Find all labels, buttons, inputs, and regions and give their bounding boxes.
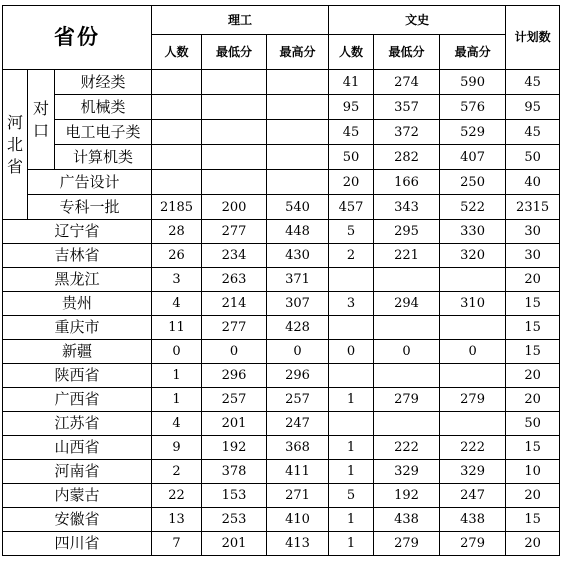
- cell-sci-max: 428: [267, 316, 329, 340]
- cell-arts-max: 247: [440, 484, 506, 508]
- cell-arts-max: 320: [440, 244, 506, 268]
- cell-sci-min: 0: [202, 340, 267, 364]
- table-row: [3, 460, 560, 484]
- cell-arts-min: 221: [374, 244, 440, 268]
- cell-arts-min: 294: [374, 292, 440, 316]
- table-row: [3, 244, 560, 268]
- table-body: [3, 70, 560, 556]
- cell-sci-min: [202, 170, 267, 195]
- cell-plan: 15: [506, 292, 560, 316]
- cell-sci-n: 3: [152, 268, 202, 292]
- table-row: [3, 145, 560, 170]
- category-name: 电工电子类: [55, 120, 152, 145]
- cell-arts-n: 95: [329, 95, 374, 120]
- cell-plan: 10: [506, 460, 560, 484]
- cell-sci-min: 201: [202, 532, 267, 556]
- cell-plan: 30: [506, 244, 560, 268]
- province-header: 省份: [3, 6, 152, 70]
- cell-arts-min: [374, 364, 440, 388]
- table-row: [3, 95, 560, 120]
- science-min-header: 最低分: [202, 35, 267, 70]
- table-row: [3, 484, 560, 508]
- cell-sci-min: 263: [202, 268, 267, 292]
- cell-sci-max: [267, 95, 329, 120]
- category-name: 机械类: [55, 95, 152, 120]
- cell-sci-max: 307: [267, 292, 329, 316]
- cell-plan: 15: [506, 508, 560, 532]
- cell-sci-max: 411: [267, 460, 329, 484]
- cell-arts-min: 329: [374, 460, 440, 484]
- cell-sci-n: 1: [152, 388, 202, 412]
- cell-arts-max: 329: [440, 460, 506, 484]
- cell-sci-n: 4: [152, 412, 202, 436]
- cell-arts-max: 576: [440, 95, 506, 120]
- province-name: 新疆: [3, 340, 152, 364]
- cell-sci-n: 7: [152, 532, 202, 556]
- cell-sci-min: 214: [202, 292, 267, 316]
- cell-arts-n: 0: [329, 340, 374, 364]
- cell-arts-min: [374, 268, 440, 292]
- cell-arts-n: [329, 412, 374, 436]
- cell-arts-n: 2: [329, 244, 374, 268]
- cell-arts-min: 166: [374, 170, 440, 195]
- cell-sci-max: 296: [267, 364, 329, 388]
- province-name: 安徽省: [3, 508, 152, 532]
- table-row: [3, 195, 560, 220]
- table-row: [3, 508, 560, 532]
- cell-sci-min: 153: [202, 484, 267, 508]
- cell-arts-min: 372: [374, 120, 440, 145]
- cell-plan: 20: [506, 268, 560, 292]
- cell-sci-n: [152, 145, 202, 170]
- cell-arts-max: 310: [440, 292, 506, 316]
- cell-sci-min: [202, 95, 267, 120]
- cell-arts-n: 50: [329, 145, 374, 170]
- cell-sci-max: [267, 170, 329, 195]
- cell-sci-max: 0: [267, 340, 329, 364]
- cell-sci-n: 13: [152, 508, 202, 532]
- cell-arts-n: 5: [329, 220, 374, 244]
- cell-arts-max: [440, 364, 506, 388]
- province-name: 吉林省: [3, 244, 152, 268]
- province-name: 内蒙古: [3, 484, 152, 508]
- science-count-header: 人数: [152, 35, 202, 70]
- arts-min-header: 最低分: [374, 35, 440, 70]
- cell-plan: 15: [506, 436, 560, 460]
- province-name: 陕西省: [3, 364, 152, 388]
- arts-max-header: 最高分: [440, 35, 506, 70]
- cell-sci-n: 0: [152, 340, 202, 364]
- science-max-header: 最高分: [267, 35, 329, 70]
- cell-arts-max: 590: [440, 70, 506, 95]
- cell-plan: 20: [506, 484, 560, 508]
- province-name: 黑龙江: [3, 268, 152, 292]
- cell-arts-min: [374, 316, 440, 340]
- cell-arts-max: 522: [440, 195, 506, 220]
- cell-sci-n: [152, 70, 202, 95]
- cell-plan: 30: [506, 220, 560, 244]
- hebei-label-text: 河北省: [7, 112, 24, 176]
- cell-sci-n: 4: [152, 292, 202, 316]
- table-row: [3, 532, 560, 556]
- cell-plan: 50: [506, 145, 560, 170]
- table-row: [3, 268, 560, 292]
- science-group-header: 理工: [152, 6, 329, 35]
- cell-arts-n: [329, 268, 374, 292]
- cell-arts-max: [440, 268, 506, 292]
- table-row: [3, 412, 560, 436]
- cell-arts-n: 457: [329, 195, 374, 220]
- cell-arts-min: 282: [374, 145, 440, 170]
- cell-arts-max: [440, 412, 506, 436]
- cell-arts-min: 357: [374, 95, 440, 120]
- category-name: 财经类: [55, 70, 152, 95]
- table-row: [3, 316, 560, 340]
- cell-sci-min: 253: [202, 508, 267, 532]
- cell-arts-max: 407: [440, 145, 506, 170]
- cell-sci-max: 448: [267, 220, 329, 244]
- cell-plan: 20: [506, 388, 560, 412]
- cell-arts-min: 279: [374, 532, 440, 556]
- cell-sci-min: 296: [202, 364, 267, 388]
- province-name: 重庆市: [3, 316, 152, 340]
- cell-sci-n: 11: [152, 316, 202, 340]
- cell-sci-max: 368: [267, 436, 329, 460]
- cell-arts-n: 1: [329, 532, 374, 556]
- cell-plan: 40: [506, 170, 560, 195]
- cell-sci-min: 257: [202, 388, 267, 412]
- cell-sci-n: 1: [152, 364, 202, 388]
- province-name: 四川省: [3, 532, 152, 556]
- cell-arts-max: 0: [440, 340, 506, 364]
- cell-sci-min: [202, 70, 267, 95]
- category-name: 专科一批: [28, 195, 152, 220]
- cell-plan: 45: [506, 120, 560, 145]
- province-name: 贵州: [3, 292, 152, 316]
- cell-plan: 45: [506, 70, 560, 95]
- table-row: [3, 170, 560, 195]
- cell-arts-n: 45: [329, 120, 374, 145]
- cell-sci-max: 371: [267, 268, 329, 292]
- cell-sci-min: 277: [202, 220, 267, 244]
- cell-arts-n: 1: [329, 460, 374, 484]
- cell-arts-max: 330: [440, 220, 506, 244]
- cell-sci-max: 410: [267, 508, 329, 532]
- category-name: 计算机类: [55, 145, 152, 170]
- cell-sci-min: [202, 145, 267, 170]
- table-row: [3, 340, 560, 364]
- cell-sci-max: 413: [267, 532, 329, 556]
- cell-arts-min: 274: [374, 70, 440, 95]
- cell-plan: 20: [506, 364, 560, 388]
- cell-plan: 2315: [506, 195, 560, 220]
- table-row: [3, 436, 560, 460]
- table-row: [3, 220, 560, 244]
- cell-sci-max: 430: [267, 244, 329, 268]
- cell-arts-n: [329, 316, 374, 340]
- cell-arts-min: 222: [374, 436, 440, 460]
- cell-arts-min: 279: [374, 388, 440, 412]
- cell-plan: 20: [506, 532, 560, 556]
- cell-sci-min: 201: [202, 412, 267, 436]
- cell-plan: 50: [506, 412, 560, 436]
- table-row: [3, 120, 560, 145]
- province-name: 辽宁省: [3, 220, 152, 244]
- province-name: 山西省: [3, 436, 152, 460]
- cell-arts-min: 343: [374, 195, 440, 220]
- admission-score-table: [2, 5, 560, 556]
- table-row: [3, 70, 560, 95]
- cell-arts-n: 1: [329, 436, 374, 460]
- cell-sci-max: [267, 120, 329, 145]
- province-name: 河南省: [3, 460, 152, 484]
- cell-arts-max: 279: [440, 388, 506, 412]
- province-name: 广西省: [3, 388, 152, 412]
- table-row: [3, 364, 560, 388]
- category-name: 广告设计: [28, 170, 152, 195]
- arts-group-header: 文史: [329, 6, 506, 35]
- cell-arts-min: 438: [374, 508, 440, 532]
- cell-arts-n: 1: [329, 388, 374, 412]
- cell-arts-max: 250: [440, 170, 506, 195]
- cell-sci-min: 378: [202, 460, 267, 484]
- cell-sci-max: 257: [267, 388, 329, 412]
- cell-arts-max: 222: [440, 436, 506, 460]
- cell-plan: 95: [506, 95, 560, 120]
- cell-sci-min: 200: [202, 195, 267, 220]
- cell-sci-max: [267, 145, 329, 170]
- cell-sci-n: 26: [152, 244, 202, 268]
- cell-arts-max: [440, 316, 506, 340]
- cell-plan: 15: [506, 340, 560, 364]
- cell-sci-max: [267, 70, 329, 95]
- duikou-label: [28, 70, 55, 170]
- cell-sci-n: 22: [152, 484, 202, 508]
- cell-arts-min: 192: [374, 484, 440, 508]
- province-name: 江苏省: [3, 412, 152, 436]
- cell-arts-n: 1: [329, 508, 374, 532]
- cell-arts-n: 5: [329, 484, 374, 508]
- cell-arts-min: 295: [374, 220, 440, 244]
- cell-arts-max: 279: [440, 532, 506, 556]
- cell-sci-n: 2: [152, 460, 202, 484]
- duikou-label-text: 对口: [33, 98, 50, 140]
- cell-sci-max: 271: [267, 484, 329, 508]
- cell-arts-min: [374, 412, 440, 436]
- cell-arts-n: 3: [329, 292, 374, 316]
- cell-arts-max: 529: [440, 120, 506, 145]
- cell-arts-min: 0: [374, 340, 440, 364]
- cell-sci-min: 234: [202, 244, 267, 268]
- cell-sci-n: [152, 120, 202, 145]
- cell-plan: 15: [506, 316, 560, 340]
- cell-sci-min: [202, 120, 267, 145]
- cell-arts-max: 438: [440, 508, 506, 532]
- cell-sci-max: 247: [267, 412, 329, 436]
- cell-sci-n: 28: [152, 220, 202, 244]
- cell-sci-max: 540: [267, 195, 329, 220]
- cell-sci-n: [152, 95, 202, 120]
- arts-count-header: 人数: [329, 35, 374, 70]
- cell-arts-n: [329, 364, 374, 388]
- cell-sci-min: 192: [202, 436, 267, 460]
- cell-arts-n: 41: [329, 70, 374, 95]
- hebei-label: [3, 70, 28, 220]
- cell-sci-n: 2185: [152, 195, 202, 220]
- table-row: [3, 292, 560, 316]
- cell-arts-n: 20: [329, 170, 374, 195]
- cell-sci-n: 9: [152, 436, 202, 460]
- plan-header: 计划数: [506, 6, 560, 70]
- cell-sci-min: 277: [202, 316, 267, 340]
- table-row: [3, 388, 560, 412]
- cell-sci-n: [152, 170, 202, 195]
